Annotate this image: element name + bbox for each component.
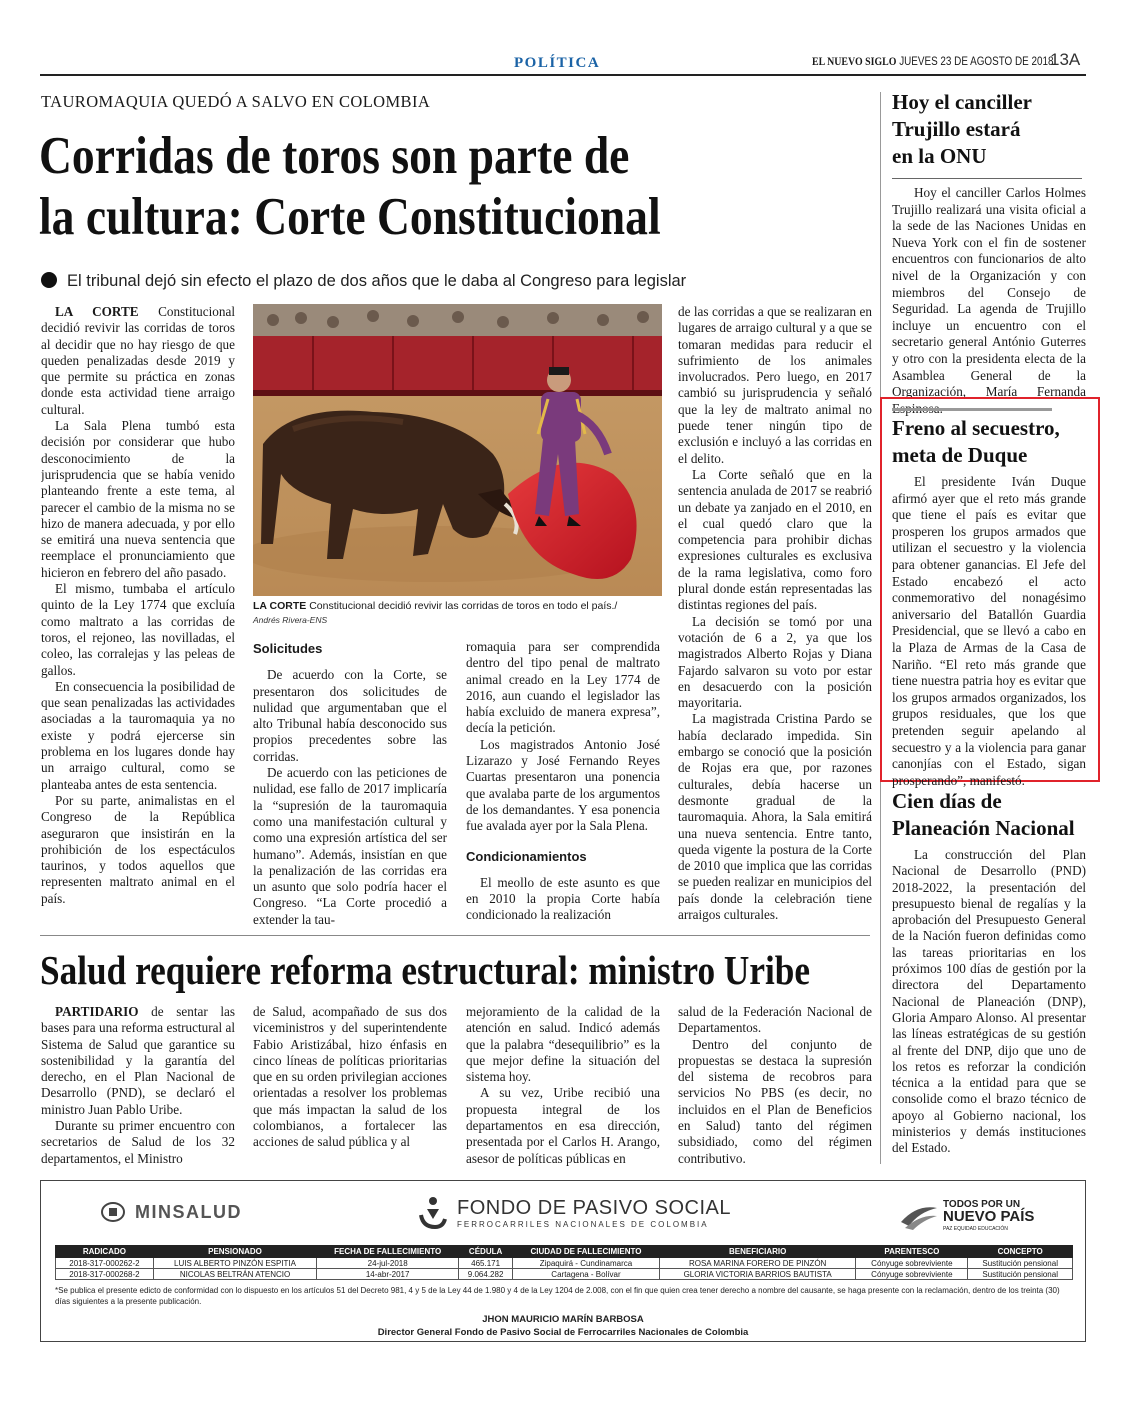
paragraph: En consecuencia la posibilidad de que sean penalizadas las actividades asociadas a la tauromaquia ya no existe y podrá ejercerse sin problema en los lugares donde hay un arraigo cultural, como se planteaba antes de esta sentencia. xyxy=(41,678,235,792)
legal-notice-ad xyxy=(40,1180,1086,1342)
fondo-subtitle: FERROCARRILES NACIONALES DE COLOMBIA xyxy=(457,1220,709,1229)
paragraph-text: Constitucional decidió revivir las corridas de toros al decidir que no hay riesgo de que queden penalizadas desde 2019 y que permite su práctica en zonas donde esta actividad tiene arraigo cultural. xyxy=(41,304,235,417)
column-header: CIUDAD DE FALLECIMIENTO xyxy=(513,1246,660,1258)
paragraph: A su vez, Uribe recibió una propuesta integral de los departamentos en esa dirección, presentada por el Carlos H. Arango, asesor de políticas públicas en xyxy=(466,1085,660,1166)
story-column-3 xyxy=(466,639,660,929)
table-cell: Sustitución pensional xyxy=(968,1269,1073,1280)
brief-title xyxy=(892,788,1086,842)
fondo-pasivo-icon xyxy=(411,1193,451,1233)
story-column-2 xyxy=(253,639,447,929)
column-header: CONCEPTO xyxy=(968,1246,1073,1258)
main-headline xyxy=(39,126,661,248)
sidebar-brief-1 xyxy=(892,89,1086,417)
paragraph: La Sala Plena tumbó esta decisión por considerar que hubo desconocimiento de la jurisprudencia que se había venido planteando frente a este tema, al parecer el cambio de la misma no se hizo de manera adecuada, y por ello se emitirá una nueva sentencia que reemplace el pronunciamiento que hicieron en febrero del año pasado. xyxy=(41,418,235,580)
table-cell: Sustitución pensional xyxy=(968,1258,1073,1269)
column-header: RADICADO xyxy=(56,1246,154,1258)
coat-of-arms-icon xyxy=(101,1201,125,1223)
signer-block xyxy=(41,1313,1085,1339)
brief-title-line: Freno al secuestro, xyxy=(892,416,1060,440)
brief-body: La construcción del Plan Nacional de Desarrollo (PND) 2018-2022, la presentación del presupuesto bienal de regalías y la aprobación del Presupuesto General de la Nación fueron definidas como las tareas prioritarias en los próximos 100 días de gestión por la directora del Departamento Nacional de Planeación (DNP), Gloria Amparo Alonso. Al presentar las líneas estratégicas de su gestión al frente del DNP, dijo que uno de los retos es reforzar la condición técnica a la entidad para que se consolide como el brazo técnico de apoyo al Gobierno nacional, los ministerios y demás instituciones del Estado. xyxy=(892,847,1086,1156)
column-header: BENEFICIARIO xyxy=(659,1246,856,1258)
paragraph: La Corte señaló que en la sentencia anulada de 2017 se reabrió un debate ya zanjado en el 2010, en el cual quedó claro que la competencia para prohibir dichas expresiones culturales es exclusiva de la rama legislativa, como foro plural donde están representadas las distintas regiones del país. xyxy=(678,466,872,613)
subheading-condicionamientos: Condicionamientos xyxy=(466,848,587,864)
paper-dateline xyxy=(812,56,1053,68)
photo-caption xyxy=(253,600,673,613)
paragraph: De acuerdo con las peticiones de nulidad, ese fallo de 2017 implicaría la “supresión de la tauromaquia como una manifestación cultural y como una expresión artística del ser humano”. Además, insistían en que la penalización de las corridas era un asunto que solo podría hacer el Congreso. “La Corte procedió a extender la tau- xyxy=(253,765,447,927)
minsalud-logo xyxy=(101,1201,242,1223)
subhead-text: El tribunal dejó sin efecto el plazo de dos años que le daba al Congreso para legislar xyxy=(67,272,687,290)
brief-body: Hoy el canciller Carlos Holmes Trujillo realizará una visita oficial a la sede de las Naciones Unidas en Nueva York con el fin de sostener encuentros con funcionarios de alto nivel de la Organización y con miembros del Consejo de Seguridad. La agenda de Trujillo incluye un encuentro con el secretario general António Guterres y otro con la presidenta electa de la Asamblea General de la Organización, María Fernanda xyxy=(892,185,1086,400)
second-headline: Salud requiere reforma estructural: ministro Uribe xyxy=(40,947,811,993)
table-cell: Cónyuge sobreviviente xyxy=(856,1269,968,1280)
gobierno-line-2: NUEVO PAÍS xyxy=(943,1208,1035,1225)
story-column-4 xyxy=(678,304,872,924)
subhead xyxy=(41,272,686,291)
bullfight-photo xyxy=(253,304,662,596)
subheading-solicitudes: Solicitudes xyxy=(253,641,323,656)
column-header: PENSIONADO xyxy=(153,1246,316,1258)
table-cell: 465.171 xyxy=(459,1258,513,1269)
paragraph: Por su parte, animalistas en el Congreso de la República aseguraron que insistirán en la prohibición de los espectáculos taurinos, y todos aquellos que representen maltrato animal en el país. xyxy=(41,792,235,906)
brief-title-line: Cien días de xyxy=(892,789,1002,813)
second-column-4 xyxy=(678,1004,872,1174)
table-header-row xyxy=(56,1246,1073,1258)
table-row xyxy=(56,1269,1073,1280)
fondo-title: FONDO DE PASIVO SOCIAL xyxy=(457,1197,732,1219)
lead-in: PARTIDARIO xyxy=(55,1004,139,1019)
paragraph: salud de la Federación Nacional de Departamentos. xyxy=(678,1004,872,1036)
table-row xyxy=(56,1258,1073,1269)
paragraph: Dentro del conjunto de propuestas se destaca la supresión del sistema de recobros para servicios No PBS (es decir, no incluidos en el Plan de Beneficios en Salud) tanto del régimen subsidiado, como del régimen contributivo. xyxy=(678,1036,872,1166)
second-column-3 xyxy=(466,1004,660,1174)
lead-in: LA CORTE xyxy=(55,304,139,319)
brief-body: El presidente Iván Duque afirmó ayer que el reto más grande que tiene el país es evitar que prosperen los grupos armados que utilizan el secuestro y la violencia para obtener ganancias. El Jefe del Estado encabezó el acto conmemorativo del nonagésimo aniversario del Batallón Guardia Presidencial, que se llevó a cabo en la Plaza de Armas de la Casa de Nariño. “El reto más grande que tiene nuestra patria hoy es evitar que los grupos armados organizados, los grupos residuales, que los que pretenden seguir apelando al secuestro y a la violencia para ganar canonjías con el Estado, sigan prosperando”, manifestó. xyxy=(892,474,1086,788)
signer-name: JHON MAURICIO MARÍN BARBOSA xyxy=(482,1314,644,1325)
second-column-1 xyxy=(41,1004,235,1174)
headline-line-2: la cultura: Corte Constitucional xyxy=(39,188,661,246)
story-divider xyxy=(40,935,870,936)
brief-title-line: Hoy el canciller xyxy=(892,90,1032,114)
table-cell: Cónyuge sobreviviente xyxy=(856,1258,968,1269)
table-cell: 2018-317-000262-2 xyxy=(56,1258,154,1269)
paragraph: Durante su primer encuentro con secretarios de Salud de los 32 departamentos, el Ministro xyxy=(41,1118,235,1166)
header-rule xyxy=(40,74,1086,76)
table-cell: GLORIA VICTORIA BARRIOS BAUTISTA xyxy=(659,1269,856,1280)
paragraph: romaquia para ser comprendida dentro del tipo penal de maltrato animal creado en la Ley 1774 de 2016, aun cuando el legislador las había excluido de manera expresa”, decía la petición. xyxy=(466,639,660,736)
paragraph: El meollo de este asunto es que en 2010 la propia Corte había condicionado la realización xyxy=(466,874,660,923)
gobierno-line-3: PAZ EQUIDAD EDUCACIÓN xyxy=(943,1226,1008,1232)
flag-swoosh-icon xyxy=(899,1202,939,1232)
caption-text: Constitucional decidió revivir las corridas de toros en todo el país./ xyxy=(306,600,618,612)
table-cell: Zipaquirá - Cundinamarca xyxy=(513,1258,660,1269)
table-cell: Cartagena - Bolívar xyxy=(513,1269,660,1280)
table-cell: 9.064.282 xyxy=(459,1269,513,1280)
issue-date: JUEVES 23 DE AGOSTO DE 2018 xyxy=(899,56,1054,68)
column-header: CÉDULA xyxy=(459,1246,513,1258)
paragraph: El mismo, tumbaba el artículo quinto de la Ley 1774 que excluía como maltrato a las corridas de toros, el rejoneo, las novilladas, el coleo, las corralejas y las peleas de gallos. xyxy=(41,581,235,678)
paragraph: La decisión se tomó por una votación de 6 a 2, ya que los magistrados Alberto Rojas y Diana Fajardo salvaron su voto por estar en desacuerdo con la posición mayoritaria. xyxy=(678,613,872,711)
brief-title-line: en la ONU xyxy=(892,144,987,168)
column-header: PARENTESCO xyxy=(856,1246,968,1258)
brief-rule xyxy=(892,178,1082,179)
story-column-1 xyxy=(41,304,235,924)
brief-title xyxy=(892,89,1086,170)
paragraph xyxy=(41,304,235,418)
brief-title-line: Planeación Nacional xyxy=(892,816,1075,840)
section-label: POLÍTICA xyxy=(514,55,601,71)
paragraph: mejoramiento de la calidad de la atención en salud. Indicó además que la palabra “desequilibrio” es la que mejor define la situación del sistema hoy. xyxy=(466,1004,660,1085)
sidebar-brief-3 xyxy=(892,788,1086,1157)
page-number: 13A xyxy=(1050,50,1081,69)
signer-title: Director General Fondo de Pasivo Social de Ferrocarriles Nacionales de Colombia xyxy=(377,1327,749,1338)
kicker: TAUROMAQUIA QUEDÓ A SALVO EN COLOMBIA xyxy=(41,92,431,111)
gobierno-logo xyxy=(899,1199,1034,1235)
table-cell: 2018-317-000268-2 xyxy=(56,1269,154,1280)
edict-table xyxy=(55,1245,1073,1280)
paragraph xyxy=(41,1004,235,1118)
paper-name: EL NUEVO SIGLO xyxy=(812,56,897,68)
sidebar-brief-2 xyxy=(892,408,1086,789)
paragraph: Los magistrados Antonio José Lizarazo y José Fernando Reyes Cuartas presentaron una ponencia que avalaba parte de los argumentos de los demandantes. Y esa ponencia fue avalada ayer por la Sala Plena. xyxy=(466,736,660,834)
caption-lead: LA CORTE xyxy=(253,600,307,612)
column-header: FECHA DE FALLECIMIENTO xyxy=(317,1246,459,1258)
table-cell: LUIS ALBERTO PINZÓN ESPITIA xyxy=(153,1258,316,1269)
brief-title-line: meta de Duque xyxy=(892,443,1028,467)
paragraph: de Salud, acompañado de sus dos viceministros y del superintendente Fabio Aristizábal, hizo énfasis en cinco líneas de políticas prioritarias que en su orden privilegian acciones orientadas a resolver los problemas que más impactan la salud de los colombianos, a fortalecer las acciones de salud pública y al xyxy=(253,1004,447,1150)
photo-credit: Andrés Rivera-ENS xyxy=(253,615,328,625)
bullet-icon xyxy=(41,272,57,288)
paragraph: La magistrada Cristina Pardo se había declarado impedida. Sin embargo se conoció que la posición de Rojas era que, por razones culturales, debía hacerse un desmonte gradual de la tauromaquia. Ahora, la Sala emitirá una nueva sentencia. Entre tanto, queda vigente la postura de la Corte de 2010 que implica que las corridas se pueden realizar en municipios del país donde la celebración tiene arraigos culturales. xyxy=(678,711,872,922)
brief-top-rule xyxy=(892,408,1052,411)
table-cell: NICOLAS BELTRÁN ATENCIO xyxy=(153,1269,316,1280)
brief-title-line: Trujillo estará xyxy=(892,117,1021,141)
table-cell: 24-jul-2018 xyxy=(317,1258,459,1269)
edict-note: *Se publica el presente edicto de conformidad con lo dispuesto en los artículos 51 del Decreto 981, 4 y 5 de la Ley 44 de 1.980 y 4 de la Ley 1204 de 2.008, con el fin que quien crea tener derecho a nombre del causante, se haga presente con la reclamación, dentro de los treinta (30) días siguientes a la presente publicación. xyxy=(55,1286,1060,1306)
paragraph: de las corridas a que se realizaran en lugares de arraigo cultural y a que se tomaran medidas para reducir el sufrimiento de los animales involucrados. Pero luego, en 2017 cambió su jurisprudencia y señaló que la ley de maltrato animal no puede tener ningún tipo de exclusión e incluyó a las corridas en el delito. xyxy=(678,304,872,466)
headline-line-1: Corridas de toros son parte de xyxy=(39,127,630,185)
gobierno-line-1: TODOS POR UN xyxy=(943,1199,1021,1210)
second-column-2 xyxy=(253,1004,447,1174)
paragraph: De acuerdo con la Corte, se presentaron dos solicitudes de nulidad que argumentaban que el alto Tribunal había desconocido sus propios precedentes sobre las corridas. xyxy=(253,667,447,764)
table-cell: 14-abr-2017 xyxy=(317,1269,459,1280)
bullfight-illustration xyxy=(253,304,662,596)
paragraph-text: de sentar las bases para una reforma estructural al Sistema de Salud que garantice su sostenibilidad y la garantía del derecho, en el Plan Nacional de Desarrollo (PND), se declaró el ministro Juan Pablo Uribe. xyxy=(41,1004,235,1117)
edict-table-wrap xyxy=(55,1245,1073,1280)
brief-title xyxy=(892,415,1086,469)
fondo-logo xyxy=(411,1193,731,1233)
minsalud-text: MINSALUD xyxy=(135,1201,242,1222)
table-cell: ROSA MARINA FORERO DE PINZÓN xyxy=(659,1258,856,1269)
